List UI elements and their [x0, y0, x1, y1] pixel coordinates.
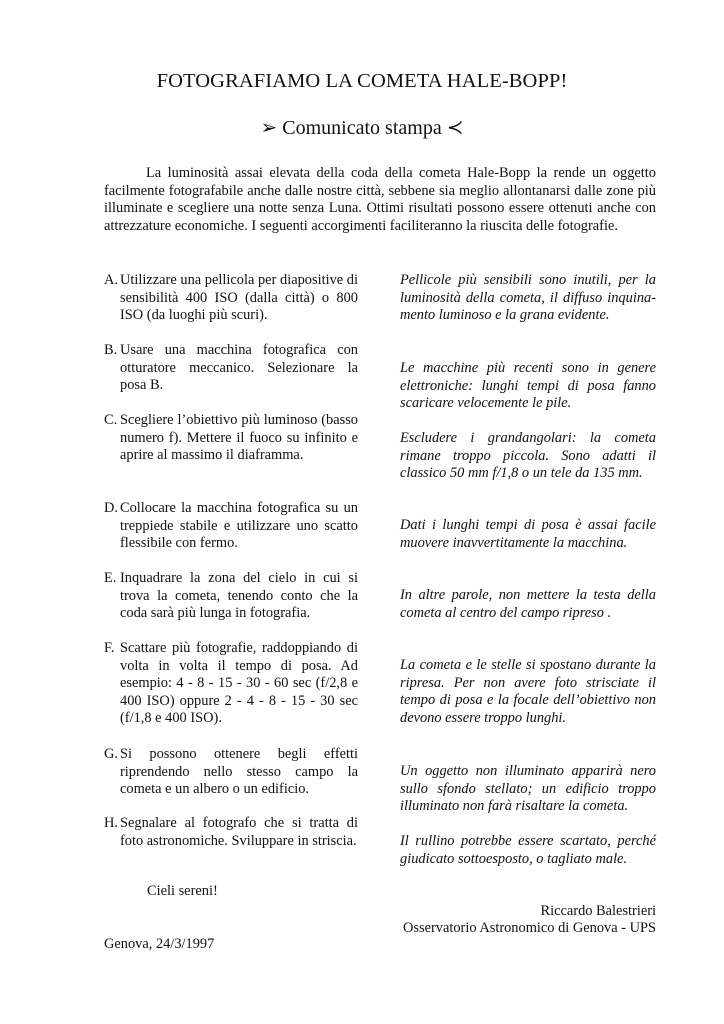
step-letter: C. — [104, 412, 118, 428]
intro-paragraph: La luminosità assai elevata della coda della cometa Hale-Bopp la rende un oggetto facilmente fotografabile anche dalle nostre città, sebbene sia meglio allontanarsi dalle zone più illuminate e scegliere una notte senza Luna. Ottimi risultati possono essere ottenuti anche con attrezzature economiche. I seguenti accorgimenti faciliteranno la riuscita delle fotografie. — [104, 165, 656, 234]
step-e — [104, 570, 358, 623]
step-text: Si possono ottenere begli effetti riprendendo nello stesso campo la cometa e un albero o un edificio. — [120, 746, 358, 798]
page-subtitle: ➢ Comunicato stampa ≺ — [260, 117, 464, 139]
step-f — [104, 640, 358, 728]
step-h — [104, 815, 358, 850]
note-d: Dati i lunghi tempi di posa è assai facile muovere inavvertitamente la macchina. — [400, 517, 656, 551]
step-letter: F. — [104, 640, 115, 656]
page-title: FOTOGRAFIAMO LA COMETA HALE-BOPP! — [156, 70, 568, 92]
step-text: Inquadrare la zona del cielo in cui si trova la cometa, tenendo conto che la coda sarà più lunga in fotografia. — [120, 570, 358, 622]
place-date: Genova, 24/3/1997 — [104, 936, 215, 952]
step-letter: G. — [104, 746, 118, 762]
step-text: Collocare la macchina fotografica su un treppiede stabile e utilizzare uno scatto flessibile con fermo. — [120, 500, 358, 552]
step-b — [104, 342, 358, 395]
closing-greeting: Cieli sereni! — [147, 883, 218, 899]
step-c — [104, 412, 358, 465]
note-c: Escludere i grandangolari: la cometa rimane troppo piccola. Sono adatti il classico 50 mm f/1,8 o un tele da 135 mm. — [400, 430, 656, 482]
note-h: Il rullino potrebbe essere scartato, perché giudicato sottoesposto, o tagliato male. — [400, 833, 656, 867]
note-g: Un oggetto non illuminato apparirà nero sullo sfondo stellato; un edificio troppo illuminato non farà risaltare la cometa. — [400, 763, 656, 815]
note-b: Le macchine più recenti sono in genere elettroniche: lunghi tempi di posa fanno scaricare velocemente le pile. — [400, 360, 656, 412]
step-a — [104, 272, 358, 325]
step-text: Usare una macchina fotografica con otturatore meccanico. Selezionare la posa B. — [120, 342, 358, 394]
step-letter: D. — [104, 500, 118, 516]
note-e: In altre parole, non mettere la testa della cometa al centro del campo ripreso . — [400, 587, 656, 621]
note-f: La cometa e le stelle si spostano durante la ripresa. Per non avere foto strisciate il tempo di posa e la focale dell’obiettivo non devono essere troppo lunghi. — [400, 657, 656, 726]
step-text: Segnalare al fotografo che si tratta di foto astronomiche. Sviluppare in striscia. — [120, 815, 358, 849]
step-letter: H. — [104, 815, 118, 831]
author-affiliation: Osservatorio Astronomico di Genova - UPS — [402, 920, 656, 936]
note-a: Pellicole più sensibili sono inutili, per la luminosità della cometa, il diffuso inquina-mento luminoso e la grana evidente. — [400, 272, 656, 324]
step-d — [104, 500, 358, 553]
step-letter: E. — [104, 570, 117, 586]
step-letter: A. — [104, 272, 118, 288]
step-g — [104, 746, 358, 799]
step-text: Scegliere l’obiettivo più luminoso (basso numero f). Mettere il fuoco su infinito e aprire al massimo il diaframma. — [120, 412, 358, 464]
step-text: Utilizzare una pellicola per diapositive di sensibilità 400 ISO (dalla città) o 800 ISO (da luoghi più scuri). — [120, 272, 358, 324]
step-letter: B. — [104, 342, 118, 358]
step-text: Scattare più fotografie, raddoppiando di volta in volta il tempo di posa. Ad esempio: 4 - 8 - 15 - 30 - 60 sec (f/2,8 e 400 ISO) oppure 2 - 4 - 8 - 15 - 30 sec (f/1,8 e 400 ISO). — [120, 640, 358, 727]
author-name: Riccardo Balestrieri — [540, 903, 656, 919]
